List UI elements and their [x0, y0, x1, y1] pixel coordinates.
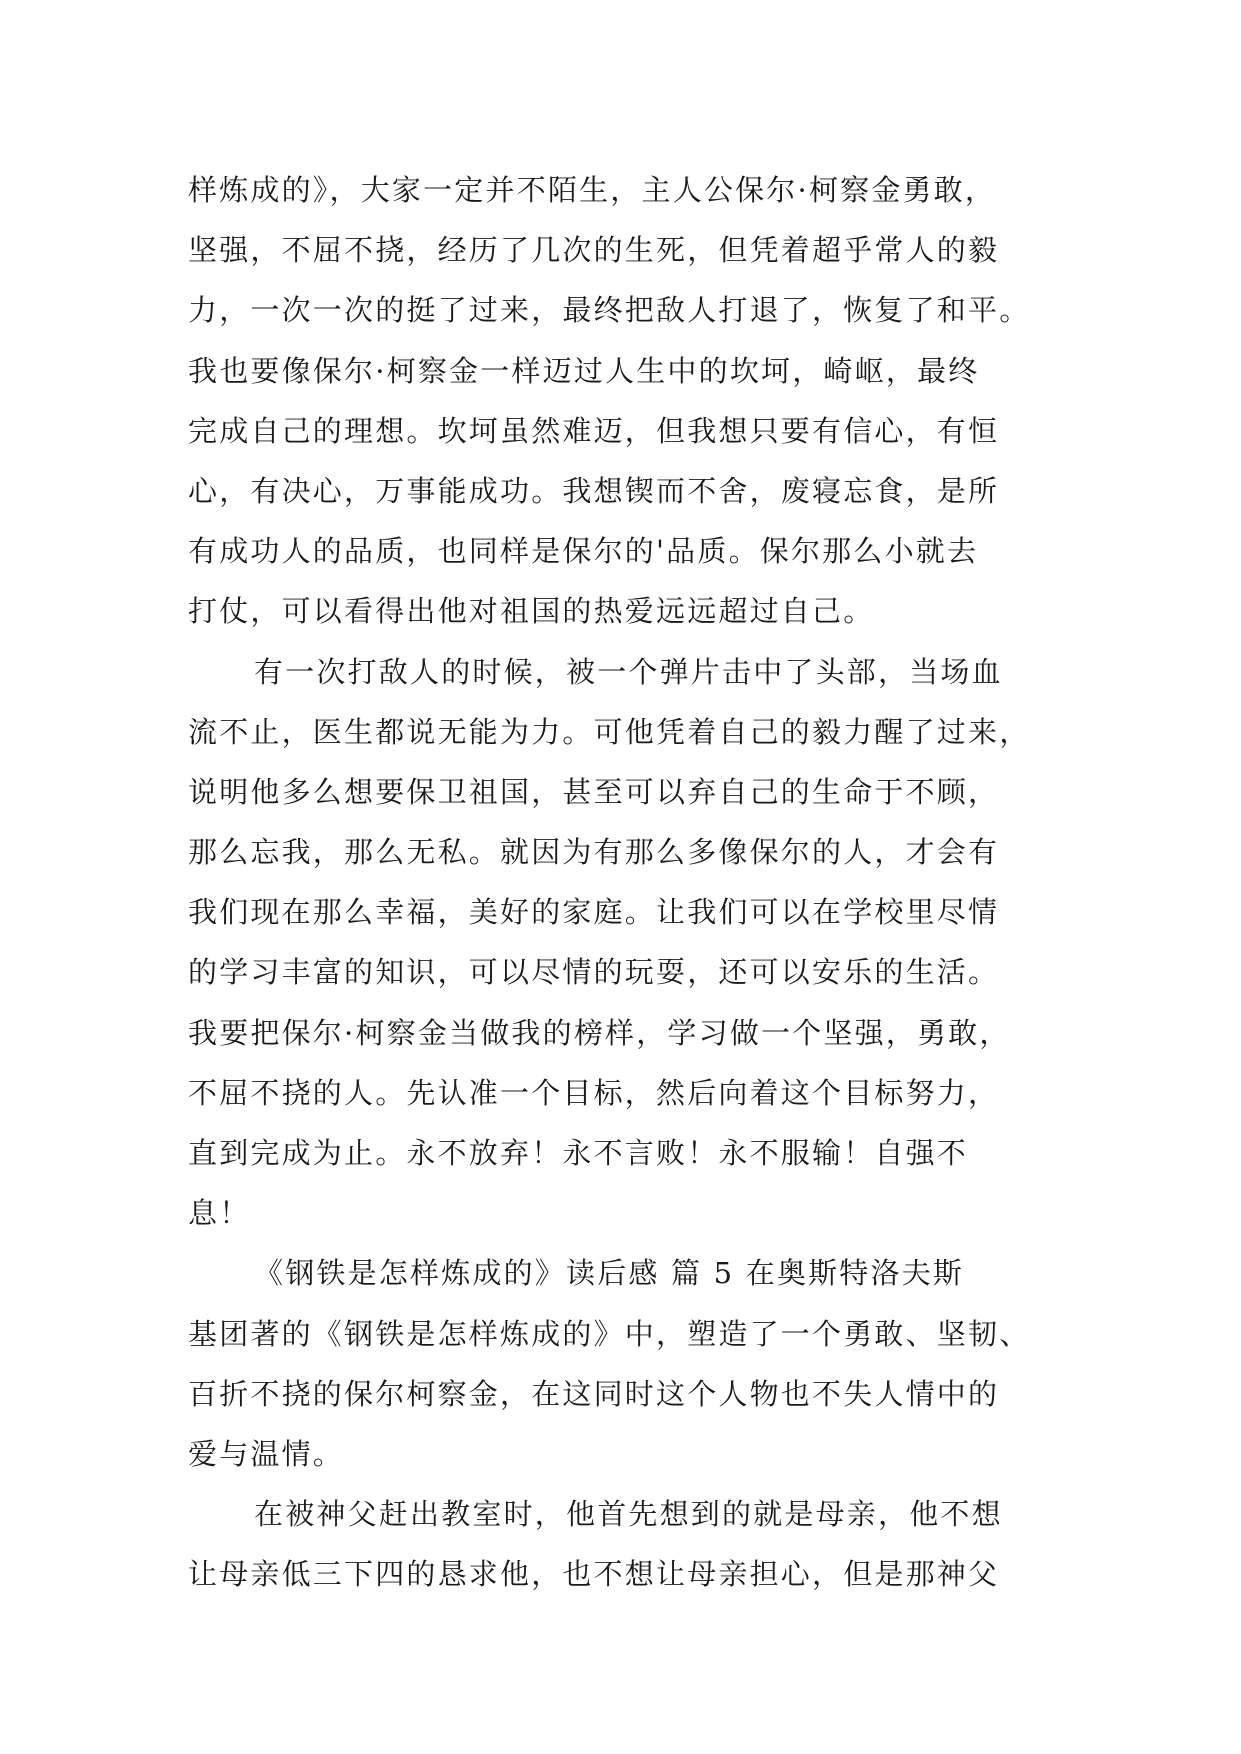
text-line: 直到完成为止。永不放弃！永不言败！永不服输！自强不 — [188, 1136, 969, 1170]
text-line: 我也要像保尔·柯察金一样迈过人生中的坎坷，崎岖，最终 — [188, 353, 980, 388]
text-line: 百折不挠的保尔柯察金，在这同时这个人物也不失人情中的 — [188, 1376, 1000, 1411]
paragraph-first-line: 有一次打敌人的时候，被一个弹片击中了头部，当场血 — [254, 654, 1003, 689]
text-line: 说明他多么想要保卫祖国，甚至可以弃自己的生命于不顾， — [188, 774, 1000, 809]
text-line: 完成自己的理想。坎坷虽然难迈，但我想只要有信心，有恒 — [188, 413, 1000, 448]
text-line: 息！ — [188, 1196, 251, 1231]
text-line: 有成功人的品质，也同样是保尔的'品质。保尔那么小就去 — [188, 534, 979, 569]
text-line: 爱与温情。 — [188, 1436, 345, 1471]
text-line: 我们现在那么幸福，美好的家庭。让我们可以在学校里尽情 — [188, 895, 1000, 930]
text-line: 流不止，医生都说无能为力。可他凭着自己的毅力醒了过来， — [188, 714, 1031, 749]
text-line: 那么忘我，那么无私。就因为有那么多像保尔的人，才会有 — [188, 835, 1000, 870]
text-line: 打仗，可以看得出他对祖国的热爱远远超过自己。 — [188, 594, 875, 629]
text-line: 的学习丰富的知识，可以尽情的玩耍，还可以安乐的生活。 — [188, 955, 1000, 990]
text-line: 我要把保尔·柯察金当做我的榜样，学习做一个坚强，勇敢， — [188, 1015, 1011, 1050]
text-line: 心，有决心，万事能成功。我想锲而不舍，废寝忘食，是所 — [188, 473, 1000, 508]
paragraph-first-line: 在被神父赶出教室时，他首先想到的就是母亲，他不想 — [254, 1497, 1003, 1532]
text-line: 不屈不挠的人。先认准一个目标，然后向着这个目标努力， — [188, 1075, 1000, 1110]
document-body — [188, 160, 1063, 1605]
text-line: 坚强，不屈不挠，经历了几次的生死，但凭着超乎常人的毅 — [188, 233, 1000, 268]
text-line: 力，一次一次的挺了过来，最终把敌人打退了，恢复了和平。 — [188, 293, 1031, 328]
text-line: 样炼成的》，大家一定并不陌生，主人公保尔·柯察金勇敢， — [188, 173, 997, 207]
paragraph-first-line: 《钢铁是怎样炼成的》读后感 篇 5 在奥斯特洛夫斯 — [254, 1256, 965, 1291]
text-line: 让母亲低三下四的恳求他，也不想让母亲担心，但是那神父 — [188, 1557, 1000, 1592]
text-line: 基团著的《钢铁是怎样炼成的》中，塑造了一个勇敢、坚韧、 — [188, 1316, 1031, 1351]
